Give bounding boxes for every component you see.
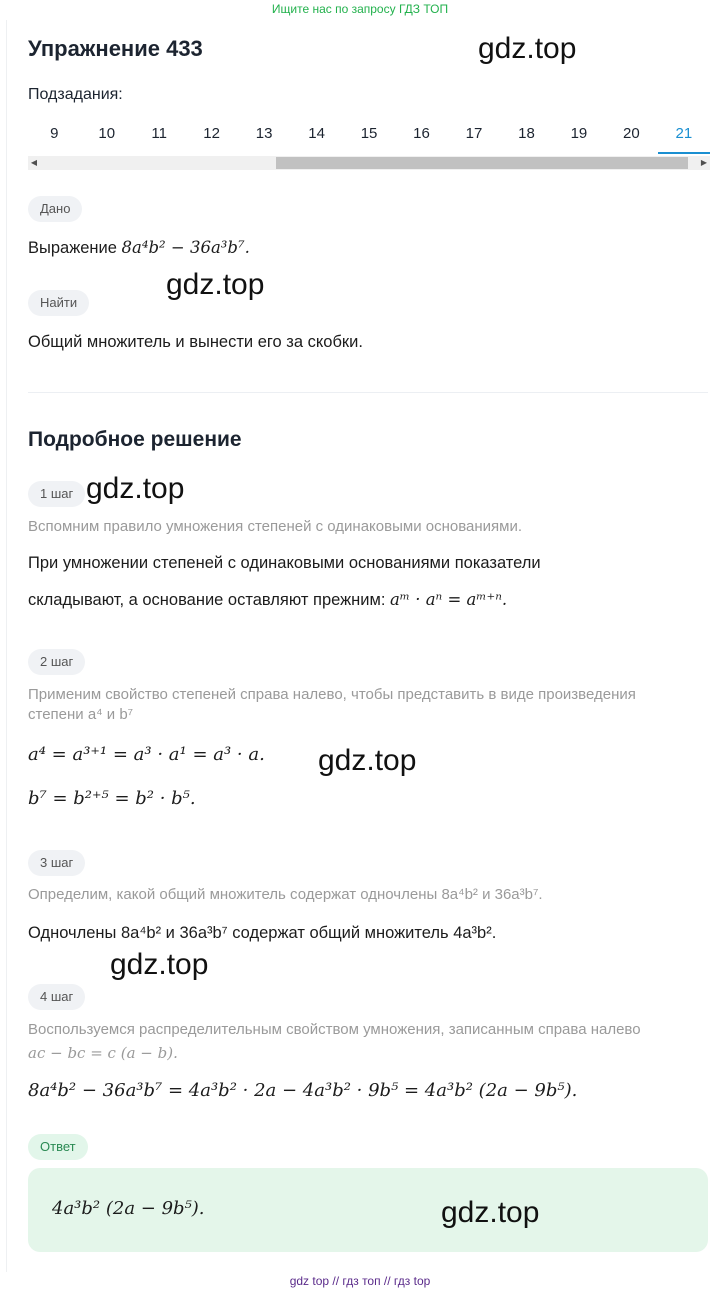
step-3-text: Одночлены 8a⁴b² и 36a³b⁷ содержат общий множитель 4a³b². xyxy=(28,924,497,942)
subtask-tab[interactable]: 19 xyxy=(570,125,588,142)
subtask-tab[interactable]: 14 xyxy=(308,125,325,142)
subtask-tab[interactable]: 13 xyxy=(255,125,273,142)
step-4-hint-1: Воспользуемся распределительным свойством умножения, записанным справа налево xyxy=(28,1021,641,1038)
subtask-tab[interactable]: 12 xyxy=(203,125,220,142)
solution-title: Подробное решение xyxy=(28,428,242,451)
watermark: gdz.top xyxy=(86,472,185,505)
subtask-tabs xyxy=(28,118,710,154)
step-2-formula-2: b⁷ = b²⁺⁵ = b² · b⁵. xyxy=(28,788,196,809)
watermark: gdz.top xyxy=(318,744,417,777)
step-1-line-2 xyxy=(28,590,507,610)
subtask-tab[interactable]: 18 xyxy=(518,125,535,142)
answer-badge: Ответ xyxy=(28,1134,88,1160)
step-2-hint-1: Применим свойство степеней справа налево, чтобы представить в виде произведения xyxy=(28,686,636,703)
watermark: gdz.top xyxy=(166,268,265,301)
step-1-hint: Вспомним правило умножения степеней с одинаковыми основаниями. xyxy=(28,518,522,535)
step-3-hint: Определим, какой общий множитель содержат одночлены 8a⁴b² и 36a³b⁷. xyxy=(28,886,543,903)
step-4-formula: 8a⁴b² − 36a³b⁷ = 4a³b² · 2a − 4a³b² · 9b⁵ = 4a³b² (2a − 9b⁵). xyxy=(28,1080,578,1101)
section-divider xyxy=(28,392,708,393)
tabs-scrollbar[interactable] xyxy=(28,156,710,170)
step-4-badge: 4 шаг xyxy=(28,984,85,1010)
subtask-tab-active[interactable]: 21 xyxy=(658,118,710,154)
subtask-tab[interactable]: 15 xyxy=(360,125,378,142)
find-text: Общий множитель и вынести его за скобки. xyxy=(28,333,363,351)
top-banner[interactable]: Ищите нас по запросу ГДЗ ТОП xyxy=(271,2,449,16)
answer-expression: 4a³b² (2a − 9b⁵). xyxy=(52,1198,205,1219)
step-1-badge: 1 шаг xyxy=(28,481,85,507)
subtask-tab[interactable]: 10 xyxy=(98,125,116,142)
subtask-tab[interactable]: 9 xyxy=(50,125,59,142)
watermark: gdz.top xyxy=(478,32,577,65)
given-label-text: Выражение xyxy=(28,239,117,257)
scroll-thumb[interactable] xyxy=(276,157,688,169)
step-2-formula-1: a⁴ = a³⁺¹ = a³ · a¹ = a³ · a. xyxy=(28,744,265,765)
step-3-badge: 3 шаг xyxy=(28,850,85,876)
step-1-line-2-text: складывают, а основание оставляют прежним: xyxy=(28,591,386,609)
watermark: gdz.top xyxy=(441,1196,540,1229)
subtask-tab[interactable]: 16 xyxy=(413,125,430,142)
scroll-left-icon[interactable]: ◀ xyxy=(30,158,38,167)
subtask-tab[interactable]: 11 xyxy=(151,125,167,142)
given-expression: 8a⁴b² − 36a³b⁷. xyxy=(121,238,250,257)
given-text xyxy=(28,238,250,258)
find-badge: Найти xyxy=(28,290,89,316)
scroll-right-icon[interactable]: ▶ xyxy=(700,158,708,167)
step-1-line-1: При умножении степеней с одинаковыми основаниями показатели xyxy=(28,554,541,572)
subtasks-label: Подзадания: xyxy=(28,86,123,103)
page-title: Упражнение 433 xyxy=(28,36,203,61)
footer-links[interactable]: gdz top // гдз топ // гдз top xyxy=(289,1274,431,1288)
step-2-hint-2: степени a⁴ и b⁷ xyxy=(28,706,134,723)
watermark: gdz.top xyxy=(110,948,209,981)
subtask-tab[interactable]: 20 xyxy=(623,125,640,142)
given-badge: Дано xyxy=(28,196,82,222)
step-4-hint-2: ac − bc = c (a − b). xyxy=(28,1044,178,1062)
step-2-badge: 2 шаг xyxy=(28,649,85,675)
step-1-formula: aᵐ · aⁿ = aᵐ⁺ⁿ. xyxy=(390,590,508,609)
subtask-tab[interactable]: 17 xyxy=(465,125,483,142)
